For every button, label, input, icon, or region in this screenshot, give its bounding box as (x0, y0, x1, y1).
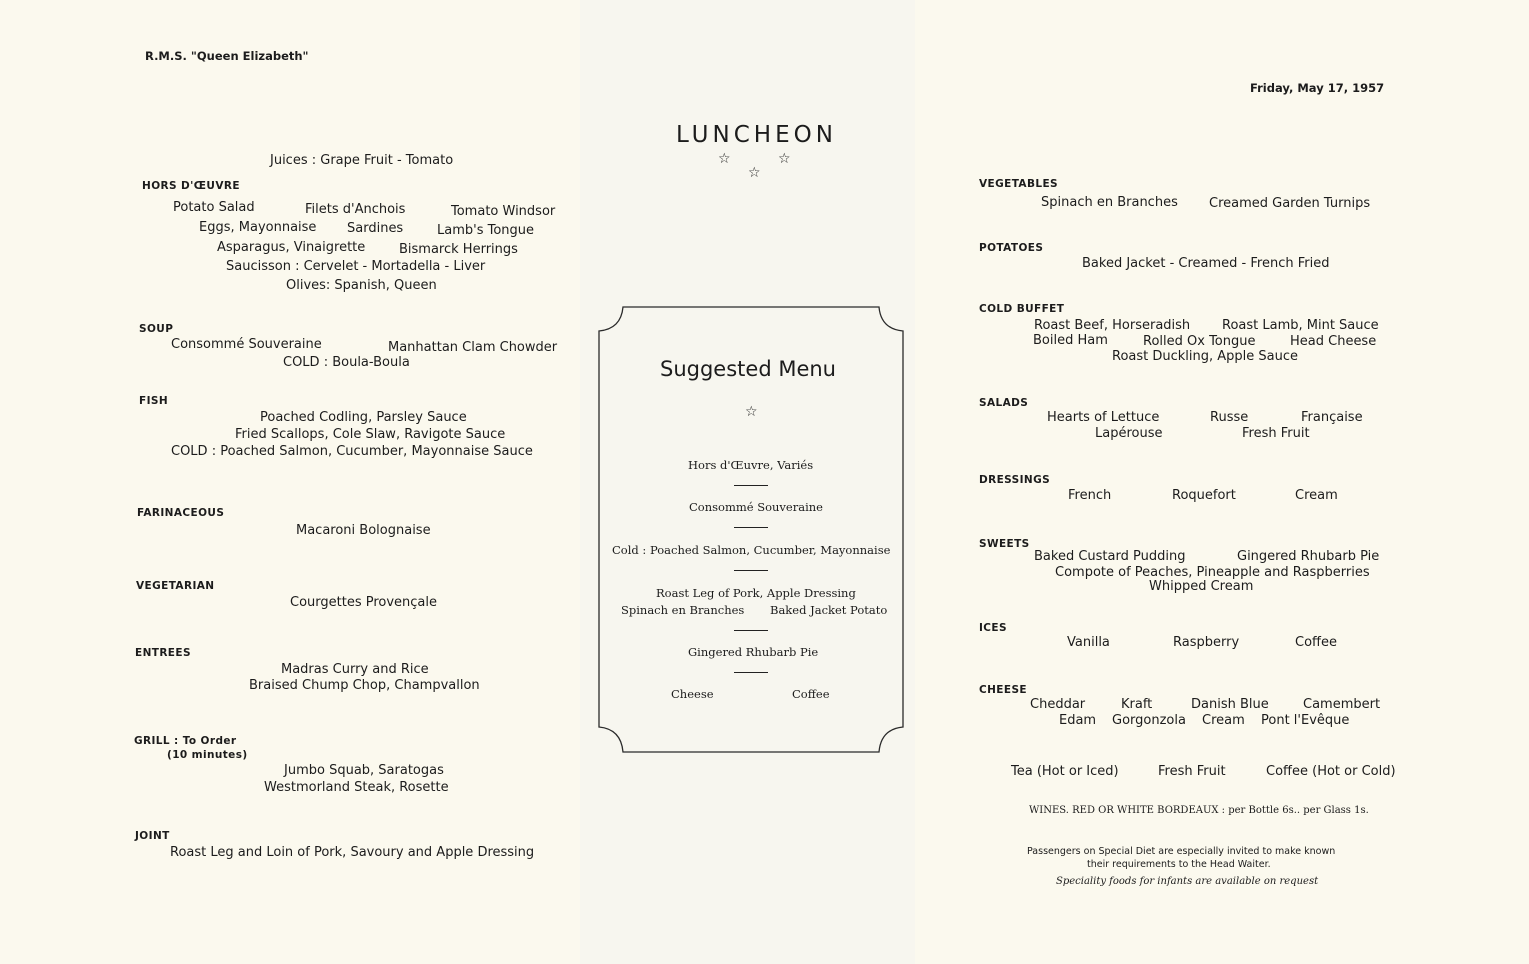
menu-item: French (1068, 488, 1112, 503)
menu-item: Danish Blue (1191, 697, 1269, 712)
divider (734, 672, 768, 673)
suggested-menu-title: Suggested Menu (660, 357, 836, 381)
suggested-item: Spinach en Branches (621, 603, 745, 617)
menu-item: Filets d'Anchois (305, 202, 406, 217)
menu-item: Macaroni Bolognaise (296, 523, 431, 538)
menu-item: Westmorland Steak, Rosette (264, 780, 449, 795)
menu-date: Friday, May 17, 1957 (1250, 81, 1385, 95)
beverage-item: Coffee (Hot or Cold) (1266, 764, 1396, 779)
menu-item: Camembert (1303, 697, 1381, 712)
ship-name: R.M.S. "Queen Elizabeth" (145, 49, 309, 63)
infants-note: Speciality foods for infants are available on request (1056, 876, 1319, 887)
menu-item: Asparagus, Vinaigrette (217, 240, 366, 255)
menu-item: Russe (1210, 410, 1249, 425)
joint-heading: JOINT (135, 830, 170, 842)
menu-item: Cream (1295, 488, 1338, 503)
suggested-item: Coffee (792, 687, 830, 701)
beverage-item: Tea (Hot or Iced) (1011, 764, 1119, 779)
menu-item: Consommé Souveraine (171, 337, 322, 352)
sweets-heading: SWEETS (979, 538, 1030, 550)
menu-item: Compote of Peaches, Pineapple and Raspberries (1055, 565, 1370, 580)
suggested-item: Consommé Souveraine (689, 500, 823, 514)
juices-line: Juices : Grape Fruit - Tomato (270, 153, 454, 168)
menu-item: Gingered Rhubarb Pie (1237, 549, 1380, 564)
suggested-item: Hors d'Œuvre, Variés (688, 458, 814, 472)
wines-note: WINES. RED OR WHITE BORDEAUX : per Bottle 6s.. per Glass 1s. (1029, 805, 1369, 816)
menu-item: Rolled Ox Tongue (1143, 334, 1256, 349)
menu-item: Kraft (1121, 697, 1153, 712)
menu-item: Pont l'Evêque (1261, 713, 1350, 728)
left-menu-panel (0, 0, 580, 964)
hors-doeuvre-heading: HORS D'ŒUVRE (142, 180, 240, 192)
menu-item: Baked Custard Pudding (1034, 549, 1186, 564)
menu-item: Française (1301, 410, 1363, 425)
menu-item: COLD : Boula-Boula (283, 355, 410, 370)
menu-item: Fresh Fruit (1242, 426, 1310, 441)
grill-heading: GRILL : To Order (134, 735, 237, 747)
menu-item: Head Cheese (1290, 334, 1377, 349)
menu-item: COLD : Poached Salmon, Cucumber, Mayonnaise Sauce (171, 444, 533, 459)
menu-item: Boiled Ham (1033, 333, 1108, 348)
star-icon: ☆ (778, 151, 791, 167)
menu-item: Lapérouse (1095, 426, 1163, 441)
grill-subheading: (10 minutes) (167, 749, 248, 761)
menu-item: Manhattan Clam Chowder (388, 340, 558, 355)
menu-item: Eggs, Mayonnaise (199, 220, 317, 235)
divider (734, 570, 768, 571)
menu-item: Whipped Cream (1149, 579, 1254, 594)
luncheon-title: LUNCHEON (676, 122, 837, 148)
suggested-item: Cheese (671, 687, 714, 701)
menu-item: Potato Salad (173, 200, 255, 215)
menu-item: Coffee (1295, 635, 1337, 650)
suggested-item: Gingered Rhubarb Pie (688, 645, 819, 659)
menu-item: Raspberry (1173, 635, 1240, 650)
star-icon: ☆ (718, 151, 731, 167)
star-icon: ☆ (748, 165, 761, 181)
menu-item: Creamed Garden Turnips (1209, 196, 1371, 211)
dressings-heading: DRESSINGS (979, 474, 1051, 486)
fish-heading: FISH (139, 395, 169, 407)
cheese-heading: CHEESE (979, 684, 1027, 696)
menu-item: Poached Codling, Parsley Sauce (260, 410, 467, 425)
vegetables-heading: VEGETABLES (979, 178, 1058, 190)
suggested-item: Cold : Poached Salmon, Cucumber, Mayonnaise (612, 543, 891, 557)
farinaceous-heading: FARINACEOUS (137, 507, 225, 519)
menu-item: Roquefort (1172, 488, 1236, 503)
menu-item: Jumbo Squab, Saratogas (284, 763, 444, 778)
menu-item: Hearts of Lettuce (1047, 410, 1160, 425)
cold-buffet-heading: COLD BUFFET (979, 303, 1065, 315)
menu-item: Cream (1202, 713, 1245, 728)
menu-item: Edam (1059, 713, 1097, 728)
divider (734, 527, 768, 528)
suggested-item: Baked Jacket Potato (770, 603, 888, 617)
menu-item: Vanilla (1067, 635, 1110, 650)
divider (734, 485, 768, 486)
menu-item: Baked Jacket - Creamed - French Fried (1082, 256, 1330, 271)
special-diet-note: their requirements to the Head Waiter. (1087, 859, 1271, 870)
menu-item: Saucisson : Cervelet - Mortadella - Liver (226, 259, 486, 274)
special-diet-note: Passengers on Special Diet are especially invited to make known (1027, 846, 1336, 857)
menu-item: Madras Curry and Rice (281, 662, 429, 677)
menu-item: Braised Chump Chop, Champvallon (249, 678, 480, 693)
menu-item: Tomato Windsor (451, 204, 556, 219)
menu-item: Fried Scallops, Cole Slaw, Ravigote Sauce (235, 427, 506, 442)
beverage-item: Fresh Fruit (1158, 764, 1226, 779)
menu-item: Courgettes Provençale (290, 595, 438, 610)
suggested-item: Roast Leg of Pork, Apple Dressing (656, 586, 856, 600)
menu-item: Sardines (347, 221, 404, 236)
menu-item: Spinach en Branches (1041, 195, 1178, 210)
entrees-heading: ENTREES (135, 647, 191, 659)
menu-item: Olives: Spanish, Queen (286, 278, 437, 293)
potatoes-heading: POTATOES (979, 242, 1044, 254)
star-icon: ☆ (745, 404, 758, 420)
ices-heading: ICES (979, 622, 1007, 634)
menu-item: Cheddar (1030, 697, 1086, 712)
right-menu-panel (915, 0, 1529, 964)
vegetarian-heading: VEGETARIAN (136, 580, 215, 592)
salads-heading: SALADS (979, 397, 1029, 409)
menu-item: Gorgonzola (1112, 713, 1186, 728)
menu-item: Lamb's Tongue (437, 223, 535, 238)
menu-item: Bismarck Herrings (399, 242, 518, 257)
menu-item: Roast Duckling, Apple Sauce (1112, 349, 1299, 364)
soup-heading: SOUP (139, 323, 174, 335)
menu-item: Roast Leg and Loin of Pork, Savoury and Apple Dressing (170, 845, 535, 860)
middle-menu-panel (580, 0, 915, 964)
divider (734, 630, 768, 631)
menu-item: Roast Beef, Horseradish (1034, 318, 1191, 333)
menu-item: Roast Lamb, Mint Sauce (1222, 318, 1379, 333)
